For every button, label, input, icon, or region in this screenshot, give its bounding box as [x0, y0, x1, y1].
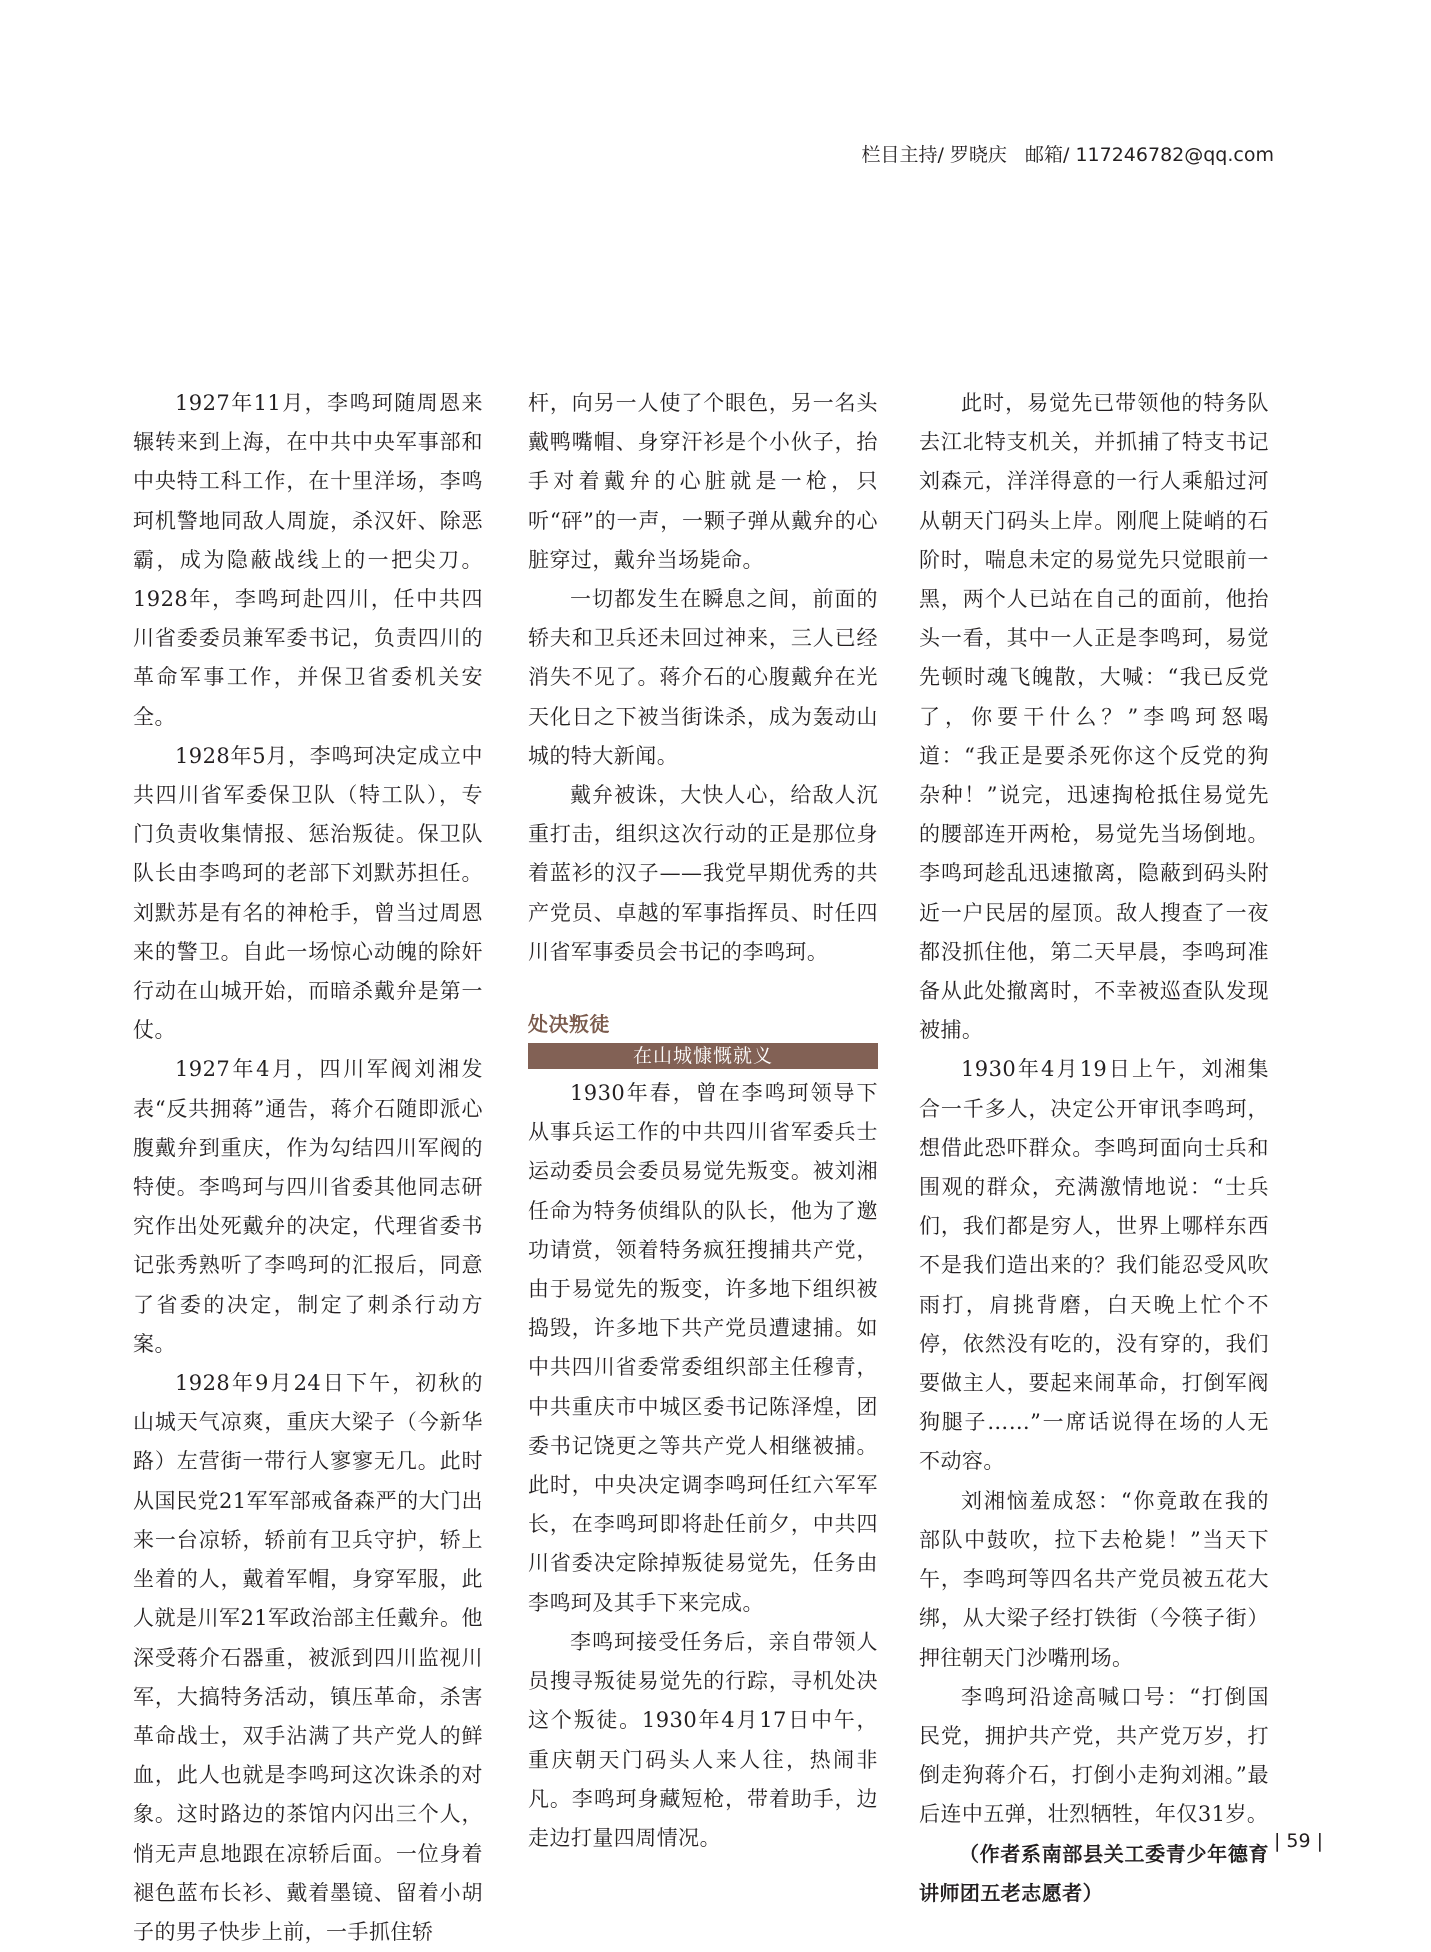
section-subtitle-bar: 在山城慷慨就义 [528, 1043, 878, 1069]
paragraph: 此时，易觉先已带领他的特务队去江北特支机关，并抓捕了特支书记刘森元，洋洋得意的一行人乘船过河从朝天门码头上岸。刚爬上陡峭的石阶时，喘息未定的易觉先只觉眼前一黑，两个人已站在自己的面前，他抬头一看，其中一人正是李鸣珂，易觉先顿时魂飞魄散，大喊：“我已反党了，你要干什么？”李鸣珂怒喝道：“我正是要杀死你这个反党的狗杂种！”说完，迅速掏枪抵住易觉先的腰部连开两枪，易觉先当场倒地。李鸣珂趁乱迅速撤离，隐蔽到码头附近一户民居的屋顶。敌人搜查了一夜都没抓住他，第二天早晨，李鸣珂准备从此处撤离时，不幸被巡查队发现被捕。 [919, 391, 1269, 1043]
paragraph: 1928年9月24日下午，初秋的山城天气凉爽，重庆大梁子（今新华路）左营街一带行人寥寥无几。此时从国民党21军军部戒备森严的大门出来一台凉轿，轿前有卫兵守护，轿上坐着的人，戴着军帽，身穿军服，此人就是川军21军政治部主任戴弁。他深受蒋介石器重，被派到四川监视川军，大搞特务活动，镇压革命，杀害革命战士，双手沾满了共产党人的鲜血，此人也就是李鸣珂这次诛杀的对象。这时路边的茶馆内闪出三个人，悄无声息地跟在凉轿后面。一位身着褪色蓝布长衫、戴着墨镜、留着小胡子的男子快步上前，一手抓住轿 [133, 1371, 483, 1944]
text-column-3 [919, 384, 1269, 1913]
text-column-1 [133, 384, 483, 1952]
paragraph: 李鸣珂接受任务后，亲自带领人员搜寻叛徒易觉先的行踪，寻机处决这个叛徒。1930年4月17日中午，重庆朝天门码头人来人往，热闹非凡。李鸣珂身藏短枪，带着助手，边走边打量四周情况。 [528, 1629, 878, 1850]
author-note: （作者系南部县关工委青少年德育讲师团五老志愿者） [919, 1841, 1269, 1905]
paragraph: 杆，向另一人使了个眼色，另一名头戴鸭嘴帽、身穿汗衫是个小伙子，抬手对着戴弁的心脏就是一枪，只听“砰”的一声，一颗子弹从戴弁的心脏穿过，戴弁当场毙命。 [528, 391, 878, 572]
paragraph: 1927年4月，四川军阀刘湘发表“反共拥蒋”通告，蒋介石随即派心腹戴弁到重庆，作为勾结四川军阀的特使。李鸣珂与四川省委其他同志研究作出处死戴弁的决定，代理省委书记张秀熟听了李鸣珂的汇报后，同意了省委的决定，制定了刺杀行动方案。 [133, 1057, 483, 1356]
paragraph: 戴弁被诛，大快人心，给敌人沉重打击，组织这次行动的正是那位身着蓝衫的汉子——我党早期优秀的共产党员、卓越的军事指挥员、时任四川省军事委员会书记的李鸣珂。 [528, 783, 878, 964]
paragraph: 刘湘恼羞成怒：“你竟敢在我的部队中鼓吹，拉下去枪毙！”当天下午，李鸣珂等四名共产党员被五花大绑，从大梁子经打铁街（今筷子街）押往朝天门沙嘴刑场。 [919, 1488, 1269, 1670]
paragraph: 1930年4月19日上午，刘湘集合一千多人，决定公开审讯李鸣珂，想借此恐吓群众。李鸣珂面向士兵和围观的群众，充满激情地说：“士兵们，我们都是穷人，世界上哪样东西不是我们造出来的？我们能忍受风吹雨打，肩挑背磨，白天晚上忙个不停，依然没有吃的，没有穿的，我们要做主人，要起来闹革命，打倒军阀狗腿子……”一席话说得在场的人无不动容。 [919, 1057, 1269, 1474]
page-number: | 59 | [1273, 1830, 1323, 1852]
text-column-2 [528, 384, 878, 1858]
column-host-header: 栏目主持/ 罗晓庆 邮箱/ 117246782@qq.com [861, 144, 1274, 166]
paragraph: 1928年5月，李鸣珂决定成立中共四川省军委保卫队（特工队），专门负责收集情报、惩治叛徒。保卫队队长由李鸣珂的老部下刘默苏担任。刘默苏是有名的神枪手，曾当过周恩来的警卫。自此一场惊心动魄的除奸行动在山城开始，而暗杀戴弁是第一仗。 [133, 743, 483, 1043]
paragraph: 1930年春，曾在李鸣珂领导下从事兵运工作的中共四川省军委兵士运动委员会委员易觉先叛变。被刘湘任命为特务侦缉队的队长，他为了邀功请赏，领着特务疯狂搜捕共产党，由于易觉先的叛变，许多地下组织被捣毁，许多地下共产党员遭逮捕。如中共四川省委常委组织部主任穆青，中共重庆市中城区委书记陈泽煌，团委书记饶更之等共产党人相继被捕。此时，中央决定调李鸣珂任红六军军长，在李鸣珂即将赴任前夕，中共四川省委决定除掉叛徒易觉先，任务由李鸣珂及其手下来完成。 [528, 1081, 878, 1615]
paragraph: 李鸣珂沿途高喊口号：“打倒国民党，拥护共产党，共产党万岁，打倒走狗蒋介石，打倒小走狗刘湘。”最后连中五弹，壮烈牺牲，年仅31岁。 [919, 1684, 1269, 1827]
section-title: 处决叛徒 [528, 1012, 610, 1037]
paragraph: 一切都发生在瞬息之间，前面的轿夫和卫兵还未回过神来，三人已经消失不见了。蒋介石的心腹戴弁在光天化日之下被当街诛杀，成为轰动山城的特大新闻。 [528, 587, 878, 768]
paragraph: 1927年11月，李鸣珂随周恩来辗转来到上海，在中共中央军事部和中央特工科工作，在十里洋场，李鸣珂机警地同敌人周旋，杀汉奸、除恶霸，成为隐蔽战线上的一把尖刀。1928年，李鸣珂赴四川，任中共四川省委委员兼军委书记，负责四川的革命军事工作，并保卫省委机关安全。 [133, 391, 483, 729]
